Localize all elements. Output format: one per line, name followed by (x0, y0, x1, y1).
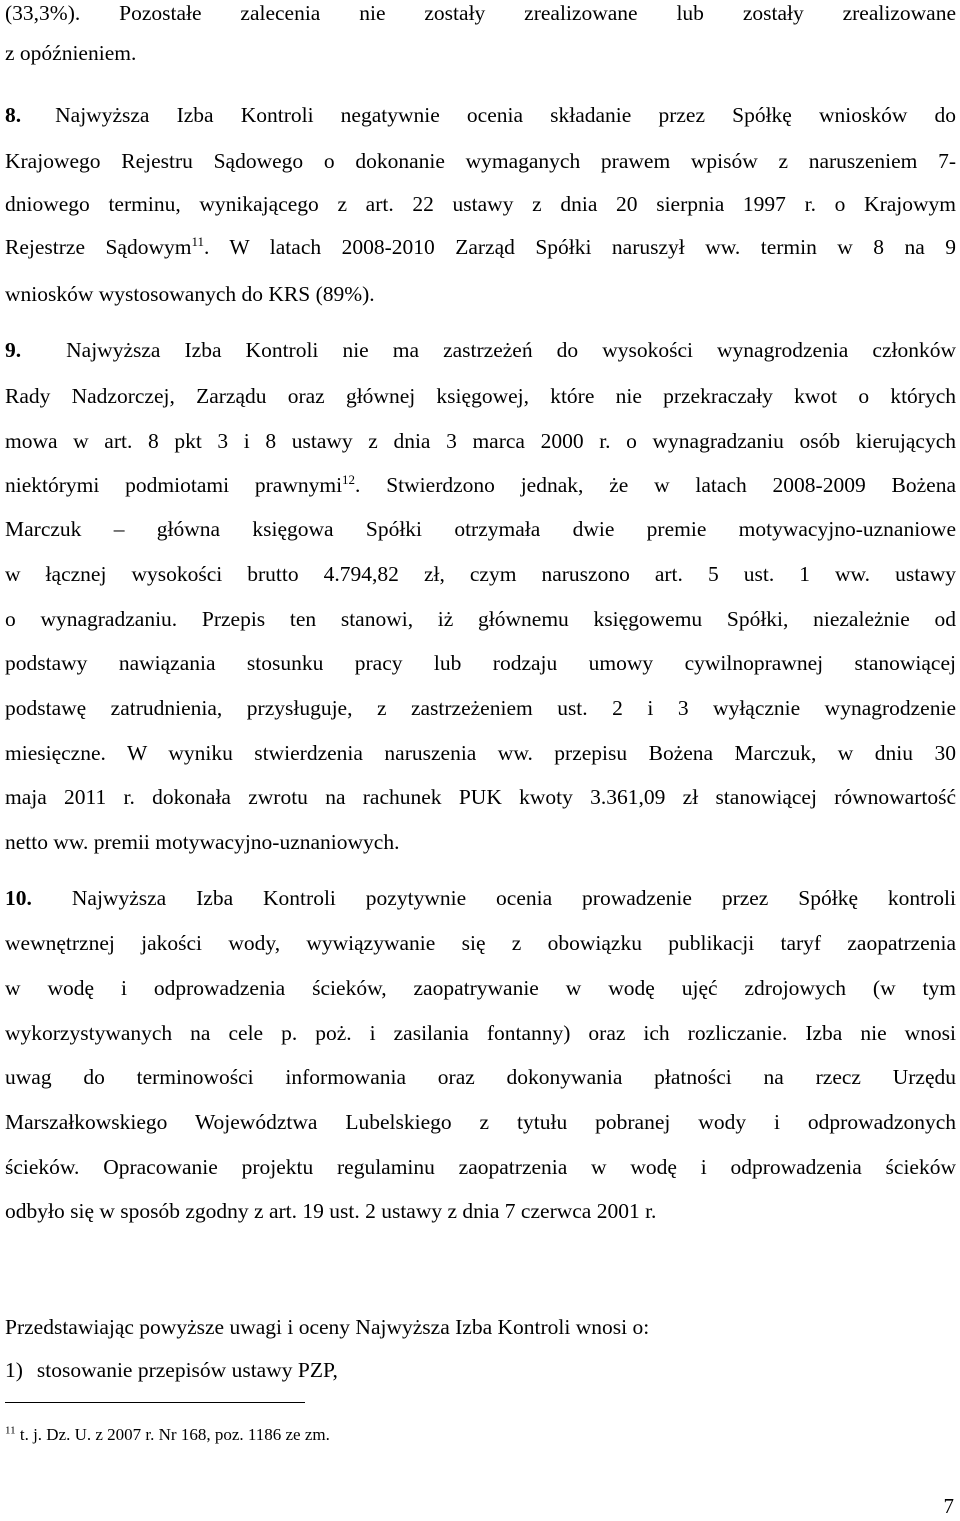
paragraph-10-line-4: wykorzystywanych na cele p. poż. i zasilania fontanny) oraz ich rozliczanie. Izba nie wnosi (5, 1021, 956, 1045)
paragraph-9-line-12: netto ww. premii motywacyjno-uznaniowych. (5, 830, 400, 854)
paragraph-8-line-4-a: Rejestrze Sądowym (5, 235, 192, 259)
paragraph-9-line-5: Marczuk – główna księgowa Spółki otrzymała dwie premie motywacyjno-uznaniowe (5, 517, 956, 541)
paragraph-10-line-3: w wodę i odprowadzenia ścieków, zaopatrywanie w wodę ujęć zdrojowych (w tym (5, 976, 956, 1000)
paragraph-8-line-3: dniowego terminu, wynikającego z art. 22 ustawy z dnia 20 sierpnia 1997 r. o Krajowym (5, 192, 956, 216)
paragraph-9-line-6: w łącznej wysokości brutto 4.794,82 zł, czym naruszono art. 5 ust. 1 ww. ustawy (5, 562, 956, 586)
paragraph-10-line-7: ścieków. Opracowanie projektu regulaminu zaopatrzenia w wodę i odprowadzenia ścieków (5, 1155, 956, 1179)
paragraph-10-line-1-text: Najwyższa Izba Kontroli pozytywnie ocenia prowadzenie przez Spółkę kontroli (71, 886, 956, 910)
paragraph-8-number: 8. (5, 103, 22, 127)
paragraph-10-line-8: odbyło się w sposób zgodny z art. 19 ust. 2 ustawy z dnia 7 czerwca 2001 r. (5, 1199, 657, 1223)
paragraph-7-tail-line-2: z opóźnieniem. (5, 41, 137, 65)
paragraph-9-line-2: Rady Nadzorczej, Zarządu oraz głównej księgowej, które nie przekraczały kwot o których (5, 384, 956, 408)
paragraph-9-line-10: miesięczne. W wyniku stwierdzenia naruszenia ww. przepisu Bożena Marczuk, w dniu 30 (5, 741, 956, 765)
conclusions-item-1-text: stosowanie przepisów ustawy PZP, (36, 1358, 338, 1382)
paragraph-9-line-11: maja 2011 r. dokonała zwrotu na rachunek PUK kwoty 3.361,09 zł stanowiącej równowartość (5, 785, 956, 809)
paragraph-10-number: 10. (5, 886, 32, 910)
paragraph-9-line-4-b: . Stwierdzono jednak, że w latach 2008-2009 Bożena (355, 473, 956, 497)
paragraph-10-line-2: wewnętrznej jakości wody, wywiązywanie się z obowiązku publikacji taryf zaopatrzenia (5, 931, 956, 955)
paragraph-8-line-5: wniosków wystosowanych do KRS (89%). (5, 282, 375, 306)
paragraph-9-line-1-text: Najwyższa Izba Kontroli nie ma zastrzeżeń do wysokości wynagrodzenia członków (66, 338, 956, 362)
paragraph-10-line-1 (5, 885, 956, 911)
paragraph-8-line-4 (5, 234, 956, 260)
conclusions-item-1-number: 1) (5, 1358, 23, 1382)
footnote-11-marker: 11 (5, 1424, 16, 1437)
conclusions-item-1 (5, 1357, 956, 1383)
paragraph-8-line-1 (5, 102, 956, 128)
paragraph-7-tail-line-1: (33,3%). Pozostałe zalecenia nie zostały zrealizowane lub zostały zrealizowane (5, 1, 956, 25)
paragraph-8-line-4-b: . W latach 2008-2010 Zarząd Spółki naruszył ww. termin w 8 na 9 (203, 235, 956, 259)
footnote-11-text: t. j. Dz. U. z 2007 r. Nr 168, poz. 1186 ze zm. (15, 1425, 330, 1444)
paragraph-8-line-1-text: Najwyższa Izba Kontroli negatywnie ocenia składanie przez Spółkę wniosków do (55, 103, 956, 127)
footnote-ref-11: 11 (191, 233, 204, 249)
paragraph-9-line-3: mowa w art. 8 pkt 3 i 8 ustawy z dnia 3 marca 2000 r. o wynagradzaniu osób kierujących (5, 429, 956, 453)
paragraph-9-line-8: podstawy nawiązania stosunku pracy lub rodzaju umowy cywilnoprawnej stanowiącej (5, 651, 956, 675)
conclusions-intro: Przedstawiając powyższe uwagi i oceny Najwyższa Izba Kontroli wnosi o: (5, 1315, 650, 1339)
page-number: 7 (943, 1494, 954, 1518)
paragraph-9-line-1 (5, 337, 956, 363)
paragraph-10-line-5: uwag do terminowości informowania oraz dokonywania płatności na rzecz Urzędu (5, 1065, 956, 1089)
paragraph-9-line-9: podstawę zatrudnienia, przysługuje, z zastrzeżeniem ust. 2 i 3 wyłącznie wynagrodzenie (5, 696, 956, 720)
paragraph-10-line-6: Marszałkowskiego Województwa Lubelskiego z tytułu pobranej wody i odprowadzonych (5, 1110, 956, 1134)
paragraph-9-line-7: o wynagradzaniu. Przepis ten stanowi, iż głównemu księgowemu Spółki, niezależnie od (5, 607, 956, 631)
paragraph-9-number: 9. (5, 338, 22, 362)
footnote-separator (5, 1402, 305, 1403)
footnote-ref-12: 12 (342, 471, 356, 487)
footnote-11 (5, 1424, 330, 1446)
paragraph-8-line-2: Krajowego Rejestru Sądowego o dokonanie wymaganych prawem wpisów z naruszeniem 7- (5, 149, 956, 173)
paragraph-9-line-4-a: niektórymi podmiotami prawnymi (5, 473, 343, 497)
paragraph-9-line-4 (5, 472, 956, 498)
